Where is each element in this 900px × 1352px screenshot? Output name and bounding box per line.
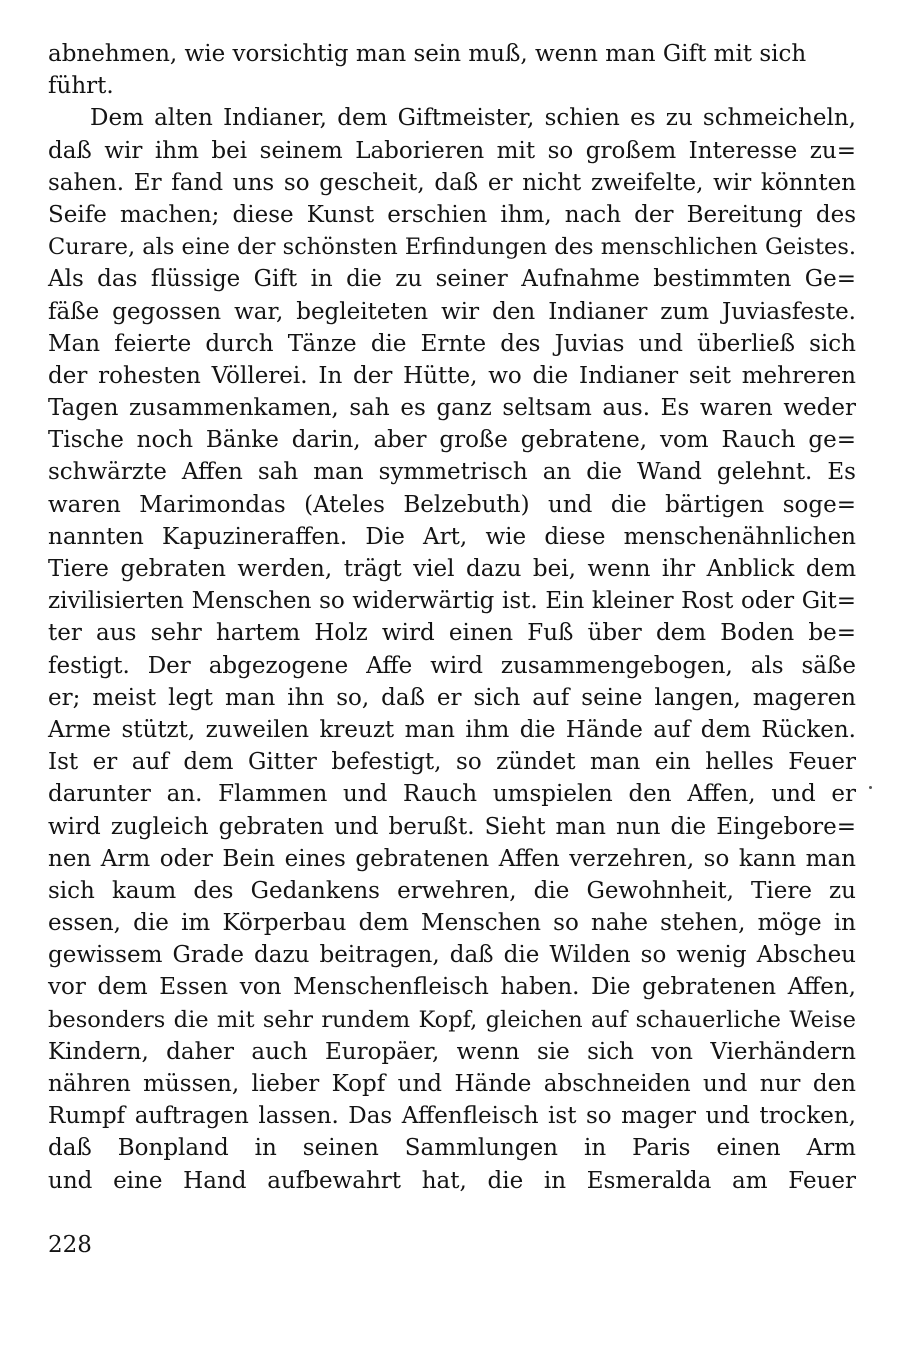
text-line: Rumpf auftragen lassen. Das Affenfleisch ist so mager und trocken, bbox=[48, 1103, 856, 1130]
text-line: wird zugleich gebraten und berußt. Sieht man nun die Eingebore= bbox=[48, 813, 856, 840]
text-line: sich kaum des Gedankens erwehren, die Gewohnheit, Tiere zu bbox=[48, 877, 856, 904]
text-line: Als das flüssige Gift in die zu seiner Aufnahme bestimmten Ge= bbox=[48, 266, 856, 293]
text-line: der rohesten Völlerei. In der Hütte, wo die Indianer seit mehreren bbox=[48, 362, 856, 389]
text-line: Tagen zusammenkamen, sah es ganz seltsam aus. Es waren weder bbox=[48, 395, 856, 422]
text-line: besonders die mit sehr rundem Kopf, gleichen auf schauerliche Weise bbox=[48, 1006, 856, 1033]
text-line: essen, die im Körperbau dem Menschen so nahe stehen, möge in bbox=[48, 910, 856, 937]
text-line: Man feierte durch Tänze die Ernte des Juvias und überließ sich bbox=[48, 330, 856, 357]
text-line: ter aus sehr hartem Holz wird einen Fuß über dem Boden be= bbox=[48, 620, 856, 647]
text-line: führt. bbox=[48, 73, 114, 100]
text-line: Kindern, daher auch Europäer, wenn sie sich von Vierhändern bbox=[48, 1038, 856, 1065]
margin-speck bbox=[869, 786, 872, 789]
text-line: Seife machen; diese Kunst erschien ihm, nach der Bereitung des bbox=[48, 201, 856, 228]
text-line: Dem alten Indianer, dem Giftmeister, schien es zu schmeicheln, bbox=[90, 105, 856, 132]
text-line: sahen. Er fand uns so gescheit, daß er nicht zweifelte, wir könnten bbox=[48, 169, 856, 196]
text-line: nen Arm oder Bein eines gebratenen Affen verzehren, so kann man bbox=[48, 845, 856, 872]
text-line: vor dem Essen von Menschenfleisch haben. Die gebratenen Affen, bbox=[48, 974, 856, 1001]
body-text bbox=[48, 38, 856, 1197]
text-line: schwärzte Affen sah man symmetrisch an die Wand gelehnt. Es bbox=[48, 459, 856, 486]
text-line: daß wir ihm bei seinem Laborieren mit so großem Interesse zu= bbox=[48, 137, 856, 164]
text-line: Curare, als eine der schönsten Erfindungen des menschlichen Geistes. bbox=[48, 234, 857, 261]
text-line: nähren müssen, lieber Kopf und Hände abschneiden und nur den bbox=[48, 1071, 856, 1097]
text-line: gewissem Grade dazu beitragen, daß die Wilden so wenig Abscheu bbox=[48, 942, 856, 969]
text-line: zivilisierten Menschen so widerwärtig ist. Ein kleiner Rost oder Git= bbox=[48, 588, 856, 615]
text-line: festigt. Der abgezogene Affe wird zusammengebogen, als säße bbox=[48, 652, 856, 679]
text-line: fäße gegossen war, begleiteten wir den Indianer zum Juviasfeste. bbox=[48, 298, 856, 325]
text-line: abnehmen, wie vorsichtig man sein muß, wenn man Gift mit sich bbox=[48, 41, 807, 67]
text-line: Tiere gebraten werden, trägt viel dazu bei, wenn ihr Anblick dem bbox=[48, 556, 856, 582]
text-line: Ist er auf dem Gitter befestigt, so zündet man ein helles Feuer bbox=[48, 749, 856, 776]
page-number: 228 bbox=[48, 1232, 92, 1258]
text-line: und eine Hand aufbewahrt hat, die in Esmeralda am Feuer bbox=[48, 1167, 856, 1194]
text-line: daß Bonpland in seinen Sammlungen in Paris einen Arm bbox=[48, 1135, 856, 1162]
text-line: darunter an. Flammen und Rauch umspielen den Affen, und er bbox=[48, 781, 856, 808]
text-line: Arme stützt, zuweilen kreuzt man ihm die Hände auf dem Rücken. bbox=[48, 716, 856, 743]
text-line: waren Marimondas (Ateles Belzebuth) und die bärtigen soge= bbox=[48, 491, 856, 518]
text-line: Tische noch Bänke darin, aber große gebratene, vom Rauch ge= bbox=[48, 427, 856, 454]
text-line: er; meist legt man ihn so, daß er sich auf seine langen, mageren bbox=[48, 684, 856, 711]
text-line: nannten Kapuzineraffen. Die Art, wie diese menschenähnlichen bbox=[48, 523, 856, 550]
